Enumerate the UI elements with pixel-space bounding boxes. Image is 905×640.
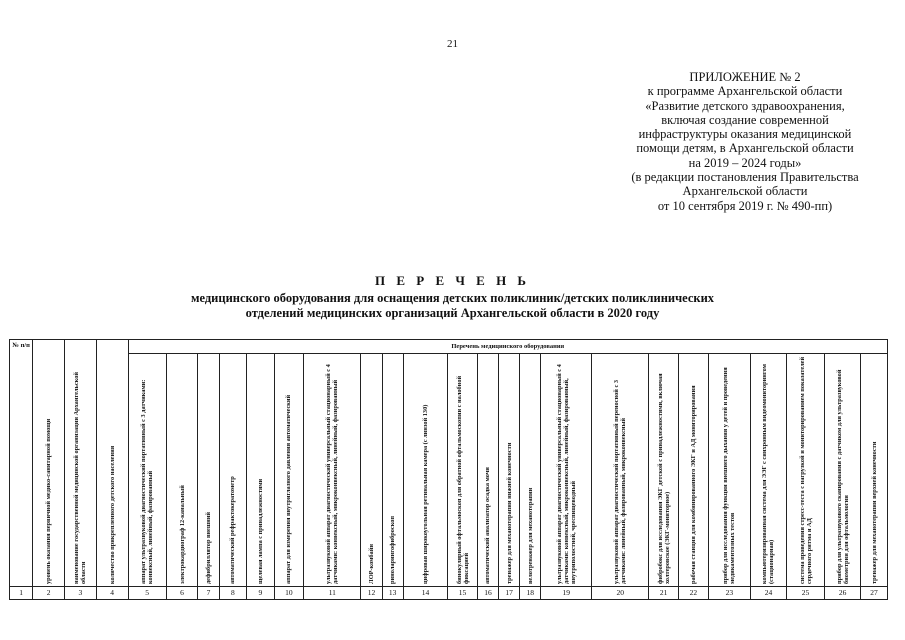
table-header-row [10, 354, 888, 587]
header-text: количество прикрепленного детского населения [108, 445, 116, 584]
header-text: ультразвуковой аппарат диагностический универсальный стационарный с 4 датчиками: конвексный, микроконвексный, линейный, фазированный [325, 364, 340, 584]
header-cell [786, 354, 824, 587]
column-number: 1 [10, 587, 33, 600]
header-text: аппарат для измерения внутриглазного давления автоматический [285, 394, 293, 584]
header-text: ЛОР-комбайн [367, 544, 375, 584]
header-cell [219, 354, 247, 587]
number-header: № п/п [10, 340, 33, 587]
column-number: 15 [448, 587, 478, 600]
header-cell [541, 354, 592, 587]
header-cell [448, 354, 478, 587]
header-cell [403, 354, 447, 587]
column-number: 17 [499, 587, 520, 600]
header-cell [247, 354, 275, 587]
column-number: 26 [825, 587, 861, 600]
column-number: 7 [198, 587, 219, 600]
appendix-line: (в редакции постановления Правительства [631, 170, 859, 185]
header-cell [166, 354, 198, 587]
header-text: автоматический анализатор осадка мочи [484, 467, 492, 584]
header-text: бинокулярный офтальмоскоп для обратной офтальмоскопии с налобной фиксацией [455, 375, 470, 584]
column-number: 21 [649, 587, 679, 600]
appendix-line: включая создание современной [661, 112, 829, 127]
header-cell [128, 354, 166, 587]
header-text: фибробокс для исследования ЭКГ детской с принадлежностями, включая холтеровское (ЭКГ-мониторное) [656, 373, 671, 584]
header-text: дефибриллятор внешний [204, 511, 212, 584]
column-number: 13 [382, 587, 403, 600]
header-text: тренажер для механотерапии верхней конечности [870, 441, 878, 584]
column-number: 9 [247, 587, 275, 600]
header-cell [592, 354, 649, 587]
header-cell [198, 354, 219, 587]
header-cell [65, 340, 97, 587]
header-cell [520, 354, 541, 587]
column-number-row [10, 587, 888, 600]
header-cell [33, 340, 65, 587]
appendix-line: Архангельской области [682, 184, 808, 199]
header-text: велотренажер для механотерапии [526, 487, 534, 584]
header-text: цифровая широкоугольная ретинальная камера (с линзой 130) [421, 404, 429, 584]
column-number: 5 [128, 587, 166, 600]
header-cell [499, 354, 520, 587]
appendix-line: на 2019 – 2024 годы» [688, 155, 802, 170]
header-text: рабочая станция для комбинированного ЭКГ и АД мониторирования [689, 385, 697, 584]
column-number: 22 [679, 587, 709, 600]
header-text: автоматический рефрактокератометр [229, 476, 237, 584]
document-title: П Е Р Е Ч Е Н Ь [374, 273, 531, 288]
column-number: 6 [166, 587, 198, 600]
appendix-line: ПРИЛОЖЕНИЕ № 2 [689, 70, 801, 84]
appendix-block [560, 70, 905, 213]
column-number: 8 [219, 587, 247, 600]
header-cell [304, 354, 361, 587]
column-number: 20 [592, 587, 649, 600]
column-number: 27 [861, 587, 888, 600]
header-text: тренажер для механотерапии нижней конечности [505, 442, 513, 584]
column-number: 11 [304, 587, 361, 600]
header-text: электрокардиограф 12-канальный [178, 485, 186, 584]
header-text: прибор для исследования функции внешнего дыхания у детей и проведения медикаментозных тестов [722, 367, 737, 584]
header-cell [274, 354, 304, 587]
header-text: риноларингофиброскоп [389, 515, 397, 584]
column-number: 12 [361, 587, 382, 600]
header-text: щелевая лампа с принадлежностями [256, 478, 264, 584]
header-text: компьютеризированная система для ЭЭГ с синхронным видеомониторингом (стационарная) [761, 364, 776, 584]
header-text: прибор для ультразвукового сканирования с датчиком для ультразвуковой биометрии для офтальмологии [835, 369, 850, 584]
header-cell [750, 354, 786, 587]
header-text: система проведения стресс-теста с нагрузкой и мониторированием показателей сердечного ритма и АД [798, 356, 813, 584]
column-number: 25 [786, 587, 824, 600]
page-number: 21 [447, 38, 458, 50]
header-cell [649, 354, 679, 587]
header-cell [861, 354, 888, 587]
equipment-table [9, 339, 888, 600]
header-cell [382, 354, 403, 587]
appendix-line: «Развитие детского здравоохранения, [645, 98, 845, 113]
subtitle-line: отделений медицинских организаций Архангельской области в 2020 году [245, 306, 660, 320]
appendix-line: помощи детям, в Архангельской области [636, 141, 854, 156]
document-subtitle [0, 291, 905, 321]
column-number: 10 [274, 587, 304, 600]
column-number: 3 [65, 587, 97, 600]
column-number: 24 [750, 587, 786, 600]
header-text: ультразвуковой аппарат диагностический портативный переносной с 3 датчиками: линейный, фазированный, микроконвексный [613, 380, 628, 584]
header-cell [96, 340, 128, 587]
column-number: 14 [403, 587, 447, 600]
header-cell [361, 354, 382, 587]
column-number: 23 [708, 587, 750, 600]
column-number: 2 [33, 587, 65, 600]
header-text: ультразвуковой аппарат диагностический универсальный стационарный с 4 датчиками: конвексный, микроконвексный, линейный, фазированный, внутриполостной, чреспищеводный [555, 364, 577, 584]
header-cell [825, 354, 861, 587]
appendix-line: инфраструктуры оказания медицинской [638, 127, 852, 142]
column-number: 19 [541, 587, 592, 600]
appendix-line: к программе Архангельской области [647, 84, 843, 99]
header-cell [477, 354, 498, 587]
header-cell [679, 354, 709, 587]
header-text: наименование государственной медицинской организации Архангельской области [73, 371, 88, 584]
header-text: аппарат ультразвуковой диагностический портативный с 3 датчиками: конвексный, линейный, фазированный [140, 379, 155, 584]
header-text: уровень оказания первичной медико-санитарной помощи [45, 418, 53, 584]
column-number: 18 [520, 587, 541, 600]
table-header-row [10, 340, 888, 354]
subtitle-line: медицинского оборудования для оснащения детских поликлиник/детских поликлинических [190, 291, 715, 305]
equipment-group-header: Перечень медицинского оборудования [128, 340, 887, 354]
header-cell [708, 354, 750, 587]
column-number: 4 [96, 587, 128, 600]
column-number: 16 [477, 587, 498, 600]
appendix-line: от 10 сентября 2019 г. № 490-пп) [657, 198, 833, 213]
